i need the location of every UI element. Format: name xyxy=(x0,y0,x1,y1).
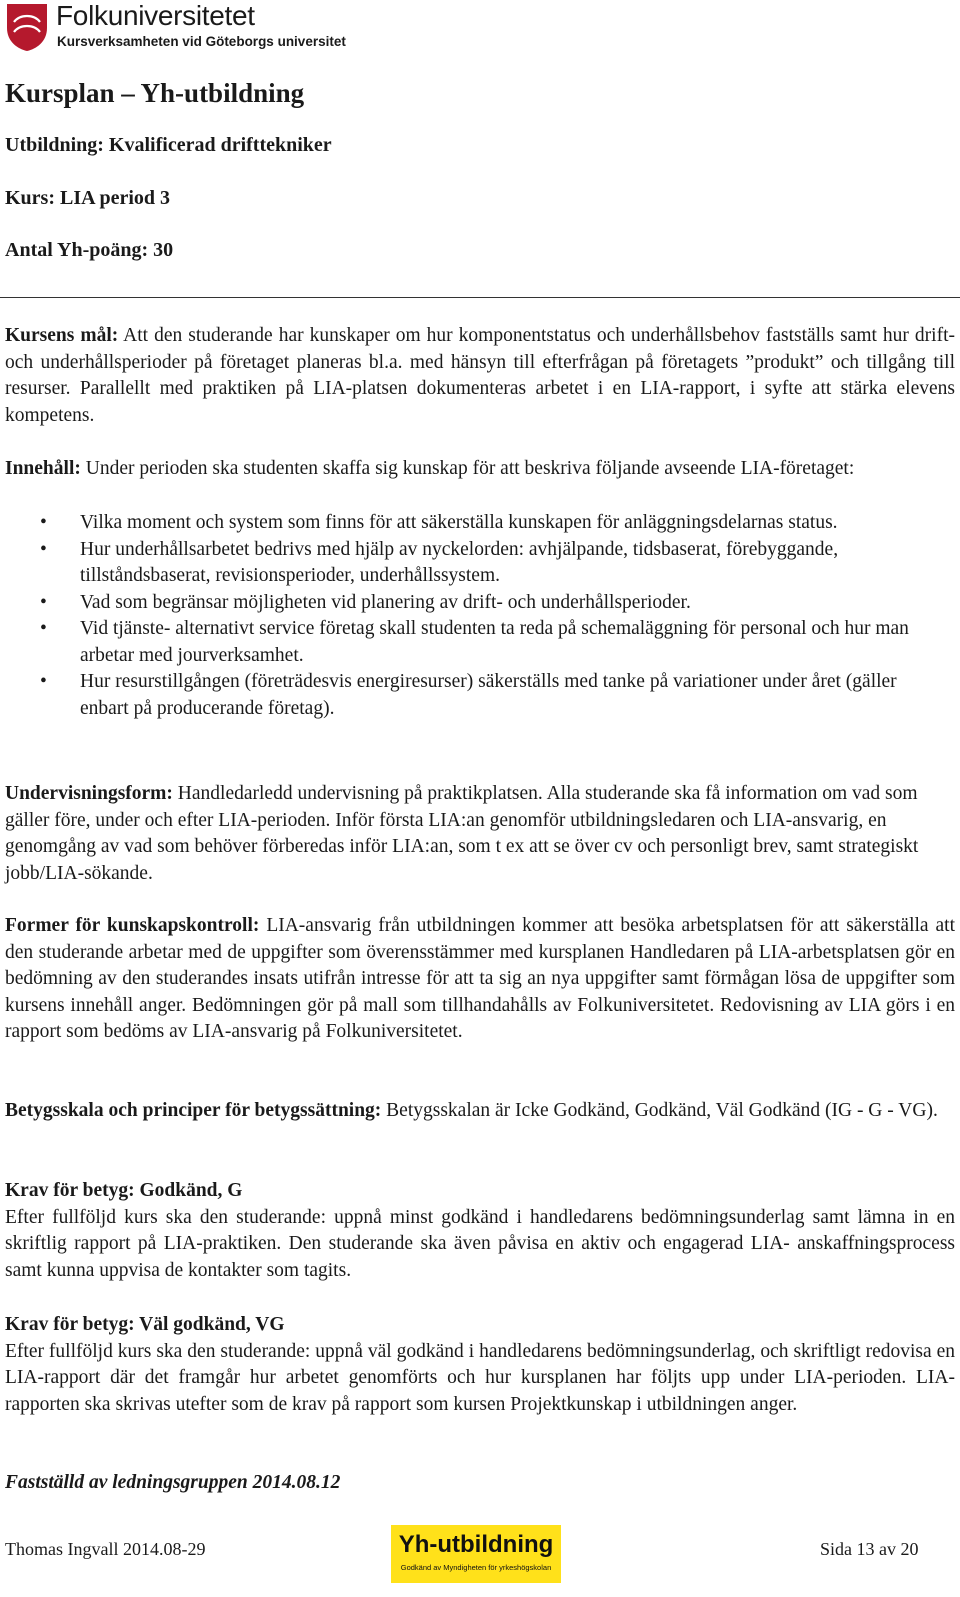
list-item xyxy=(5,669,955,722)
bullet-icon: • xyxy=(40,618,47,639)
course-line: Kurs: LIA period 3 xyxy=(5,187,171,209)
goals-text: Att den studerande har kunskaper om hur komponentstatus och underhållsbehov fastställs samt hur drift- och underhållsperioder på företaget planeras bl.a. med hänsyn till efterfrågan på företagets ”produkt” och tillgång till resurser. Parallellt med praktiken på LIA-platsen dokumenteras arbetet i en LIA-rapport, i syfte att stärka elevens kompetens. xyxy=(5,325,955,426)
education-line: Utbildning: Kvalificerad drifttekniker xyxy=(5,134,332,156)
folkuniversitetet-emblem-icon xyxy=(4,2,50,52)
folkuniversitetet-logo xyxy=(4,2,364,52)
grade-vg-text: Efter fullföljd kurs ska den studerande: uppnå väl godkänd i handledarens bedömningsunderlag, och skriftligt redovisa en LIA-rapport där det framgår hur arbetet genomförts och hur kursplanen har följts upp under LIA-perioden. LIA-rapporten ska skrivas utefter som de krav på rapport som kursen Projektkunskap i utbildningen anger. xyxy=(5,1340,955,1415)
bullet-text: Vilka moment och system som finns för att säkerställa kunskapen för anläggningsdelarnas status. xyxy=(80,512,838,533)
content-section xyxy=(5,456,945,483)
bullet-text: Vad som begränsar möjligheten vid planering av drift- och underhållsperioder. xyxy=(80,591,691,613)
grading-label: Betygsskala och principer för betygssättning: xyxy=(5,1100,382,1121)
bullet-text: Hur underhållsarbetet bedrivs med hjälp av nyckelorden: avhjälpande, tidsbaserat, förebyggande, tillståndsbaserat, revisionsperioder, underhållssystem. xyxy=(80,538,839,586)
bullet-icon: • xyxy=(40,591,47,613)
logo-subtitle: Kursverksamheten vid Göteborgs universitet xyxy=(57,34,346,49)
bullet-text: Hur resurstillgången (företrädesvis energiresurser) säkerställs med tanke på variationer under året (gäller enbart på producerande företag). xyxy=(80,671,897,719)
grade-g-heading: Krav för betyg: Godkänd, G xyxy=(5,1180,243,1201)
assessment-label: Former för kunskapskontroll: xyxy=(5,915,260,936)
page-number: Sida 13 av 20 xyxy=(820,1539,919,1559)
content-bullet-list xyxy=(5,510,955,722)
logo-name: Folkuniversitetet xyxy=(56,0,255,31)
list-item xyxy=(5,590,955,617)
goals-section xyxy=(5,323,955,429)
badge-title: Yh-utbildning xyxy=(398,1531,554,1558)
content-label: Innehåll: xyxy=(5,458,81,479)
grading-text: Betygsskalan är Icke Godkänd, Godkänd, Väl Godkänd (IG - G - VG). xyxy=(381,1100,938,1121)
grade-g-section xyxy=(5,1178,955,1284)
assessment-text: LIA-ansvarig från utbildningen kommer att besöka arbetsplatsen för att säkerställa att den studerande arbetar med de uppgifter som överensstämmer med kursplanen Handledaren på LIA-arbetsplatsen gör en bedömning av den studerandes insats utifrån intresse för att ta sig an nya uppgifter samt förmågan lösa de uppgifter som kursens innehåll anger. Bedömningen gör på mall som tillhandahålls av Folkuniversitetet. Redovisning av LIA görs i en rapport som bedöms av LIA-ansvarig på Folkuniversitetet. xyxy=(5,915,955,1042)
bullet-icon: • xyxy=(40,512,47,533)
list-item xyxy=(5,510,955,537)
points-line: Antal Yh-poäng: 30 xyxy=(5,239,174,261)
list-item xyxy=(5,537,955,590)
goals-label: Kursens mål: xyxy=(5,325,119,346)
divider xyxy=(0,297,960,298)
teaching-section xyxy=(5,781,940,887)
assessment-section xyxy=(5,913,955,1046)
grade-vg-heading: Krav för betyg: Väl godkänd, VG xyxy=(5,1314,285,1335)
bullet-icon: • xyxy=(40,538,47,560)
approval-note: Fastställd av ledningsgruppen 2014.08.12 xyxy=(5,1472,341,1493)
footer-author-date: Thomas Ingvall 2014.08-29 xyxy=(5,1539,206,1559)
list-item xyxy=(5,616,955,669)
bullet-text: Vid tjänste- alternativt service företag skall studenten ta reda på schemaläggning för personal och hur man arbetar med jourverksamhet. xyxy=(80,618,909,666)
teaching-label: Undervisningsform: xyxy=(5,783,173,804)
content-text: Under perioden ska studenten skaffa sig kunskap för att beskriva följande avseende LIA-företaget: xyxy=(80,458,855,479)
page-title: Kursplan – Yh-utbildning xyxy=(5,78,305,108)
grade-g-text: Efter fullföljd kurs ska den studerande: uppnå minst godkänd i handledarens bedömningsunderlag samt lämna in en skriftlig rapport på LIA-praktiken. Den studerande ska även påvisa en aktiv och engagerad LIA- anskaffningsprocess samt kunna uppvisa de kontakter som tagits. xyxy=(5,1206,955,1281)
teaching-text: Handledarledd undervisning på praktikplatsen. Alla studerande ska få information om vad som gäller före, under och efter LIA-perioden. Inför första LIA:an genomför utbildningsledaren och LIA-ansvarig, en genomgång av vad som behöver förberedas inför LIA:an, som t ex att se över cv och personligt brev, samt strategiskt jobb/LIA-sökande. xyxy=(5,783,919,884)
grading-section xyxy=(5,1098,955,1125)
bullet-icon: • xyxy=(40,671,47,692)
badge-subtitle: Godkänd av Myndigheten för yrkeshögskolan xyxy=(400,1563,552,1572)
grade-vg-section xyxy=(5,1312,955,1418)
yh-utbildning-badge xyxy=(391,1525,561,1583)
